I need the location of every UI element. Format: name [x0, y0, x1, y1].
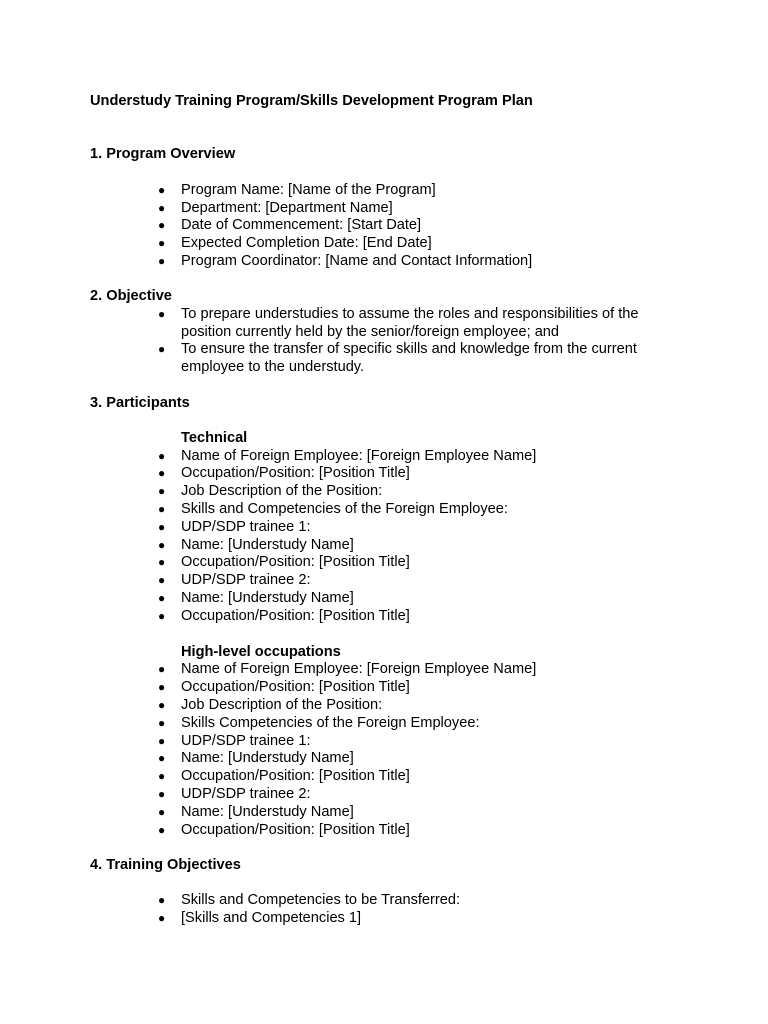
bullet-icon: ● — [158, 662, 166, 677]
bullet-icon: ● — [158, 306, 166, 321]
list-item-text: Skills and Competencies to be Transferred: — [181, 891, 461, 908]
list-item-text: Department: [Department Name] — [181, 199, 393, 216]
list-item-text: Job Description of the Position: — [181, 483, 383, 500]
list-item-text: To ensure the transfer of specific skills and knowledge from the current employee to the understudy. — [181, 341, 637, 376]
list-item — [90, 733, 667, 751]
bullet-icon: ● — [158, 910, 166, 925]
bullet-icon: ● — [158, 342, 166, 357]
list-item — [90, 253, 667, 271]
list-item-text: Program Coordinator: [Name and Contact Information] — [181, 252, 533, 269]
bullet-icon: ● — [158, 680, 166, 695]
bullet-icon: ● — [158, 218, 166, 233]
section-participants — [90, 395, 690, 839]
list-item-text: Name of Foreign Employee: [Foreign Employee Name] — [181, 661, 537, 678]
list-item-text: UDP/SDP trainee 2: — [181, 785, 311, 802]
list-item — [90, 750, 667, 768]
list-item-text: Name: [Understudy Name] — [181, 803, 354, 820]
bullet-list — [90, 182, 690, 271]
list-item — [90, 306, 667, 342]
list-item-text: [Skills and Competencies 1] — [181, 909, 362, 926]
bullet-icon: ● — [158, 466, 166, 481]
list-item — [90, 519, 667, 537]
list-item — [90, 768, 667, 786]
subheading-high-level: High-level occupations — [181, 643, 341, 660]
list-item-text: Name: [Understudy Name] — [181, 589, 354, 606]
bullet-icon: ● — [158, 555, 166, 570]
bullet-icon: ● — [158, 892, 166, 907]
bullet-icon: ● — [158, 200, 166, 215]
bullet-icon: ● — [158, 804, 166, 819]
list-item-text: UDP/SDP trainee 1: — [181, 518, 311, 535]
list-item — [90, 448, 667, 466]
bullet-icon: ● — [158, 822, 166, 837]
list-item-text: Occupation/Position: [Position Title] — [181, 768, 410, 785]
section-objective — [90, 288, 690, 377]
list-item-text: Occupation/Position: [Position Title] — [181, 607, 410, 624]
bullet-icon: ● — [158, 501, 166, 516]
list-item — [90, 697, 667, 715]
list-item-text: To prepare understudies to assume the roles and responsibilities of the position currently held by the senior/foreign employee; and — [181, 305, 639, 340]
list-item — [90, 910, 667, 928]
bullet-icon: ● — [158, 537, 166, 552]
bullet-icon: ● — [158, 733, 166, 748]
list-item — [90, 182, 667, 200]
list-item — [90, 200, 667, 218]
list-item — [90, 465, 667, 483]
list-item-text: Occupation/Position: [Position Title] — [181, 679, 410, 696]
list-item — [90, 661, 667, 679]
document-title: Understudy Training Program/Skills Development Program Plan — [90, 93, 533, 109]
list-item-text: UDP/SDP trainee 1: — [181, 732, 311, 749]
bullet-icon: ● — [158, 786, 166, 801]
list-item — [90, 483, 667, 501]
list-item-text: Name: [Understudy Name] — [181, 536, 354, 553]
section-heading: 3. Participants — [90, 395, 190, 411]
list-item — [90, 892, 667, 910]
list-item — [90, 715, 667, 733]
list-item — [90, 590, 667, 608]
list-item — [90, 235, 667, 253]
list-item-text: Job Description of the Position: — [181, 696, 383, 713]
list-item-text: UDP/SDP trainee 2: — [181, 572, 311, 589]
list-item — [90, 822, 667, 840]
bullet-icon: ● — [158, 590, 166, 605]
bullet-icon: ● — [158, 253, 166, 268]
list-item — [90, 537, 667, 555]
bullet-icon: ● — [158, 448, 166, 463]
list-item — [90, 786, 667, 804]
list-item-text: Skills Competencies of the Foreign Employee: — [181, 714, 480, 731]
bullet-icon: ● — [158, 715, 166, 730]
bullet-icon: ● — [158, 236, 166, 251]
list-item-text: Program Name: [Name of the Program] — [181, 181, 436, 198]
section-program-overview — [90, 146, 690, 271]
bullet-icon: ● — [158, 769, 166, 784]
list-item — [90, 501, 667, 519]
list-item-text: Date of Commencement: [Start Date] — [181, 217, 422, 234]
bullet-icon: ● — [158, 573, 166, 588]
bullet-icon: ● — [158, 484, 166, 499]
bullet-icon: ● — [158, 697, 166, 712]
list-item — [90, 572, 667, 590]
subheading-technical: Technical — [181, 429, 248, 446]
section-training-objectives — [90, 857, 690, 927]
list-item — [90, 679, 667, 697]
bullet-icon: ● — [158, 751, 166, 766]
list-item-text: Occupation/Position: [Position Title] — [181, 821, 410, 838]
list-item-text: Expected Completion Date: [End Date] — [181, 235, 432, 252]
section-heading: 4. Training Objectives — [90, 857, 241, 873]
bullet-icon: ● — [158, 182, 166, 197]
list-item — [90, 804, 667, 822]
bullet-list — [90, 892, 690, 928]
list-item — [90, 554, 667, 572]
bullet-icon: ● — [158, 519, 166, 534]
bullet-list — [90, 661, 690, 839]
section-heading: 1. Program Overview — [90, 146, 236, 162]
list-item-text: Name of Foreign Employee: [Foreign Employee Name] — [181, 447, 537, 464]
list-item — [90, 608, 667, 626]
bullet-icon: ● — [158, 608, 166, 623]
list-item-text: Name: [Understudy Name] — [181, 750, 354, 767]
section-heading: 2. Objective — [90, 288, 172, 304]
list-item-text: Occupation/Position: [Position Title] — [181, 465, 410, 482]
list-item-text: Skills and Competencies of the Foreign Employee: — [181, 500, 508, 517]
bullet-list — [90, 448, 690, 626]
list-item-text: Occupation/Position: [Position Title] — [181, 554, 410, 571]
list-item — [90, 341, 667, 377]
bullet-list — [90, 306, 690, 377]
list-item — [90, 217, 667, 235]
